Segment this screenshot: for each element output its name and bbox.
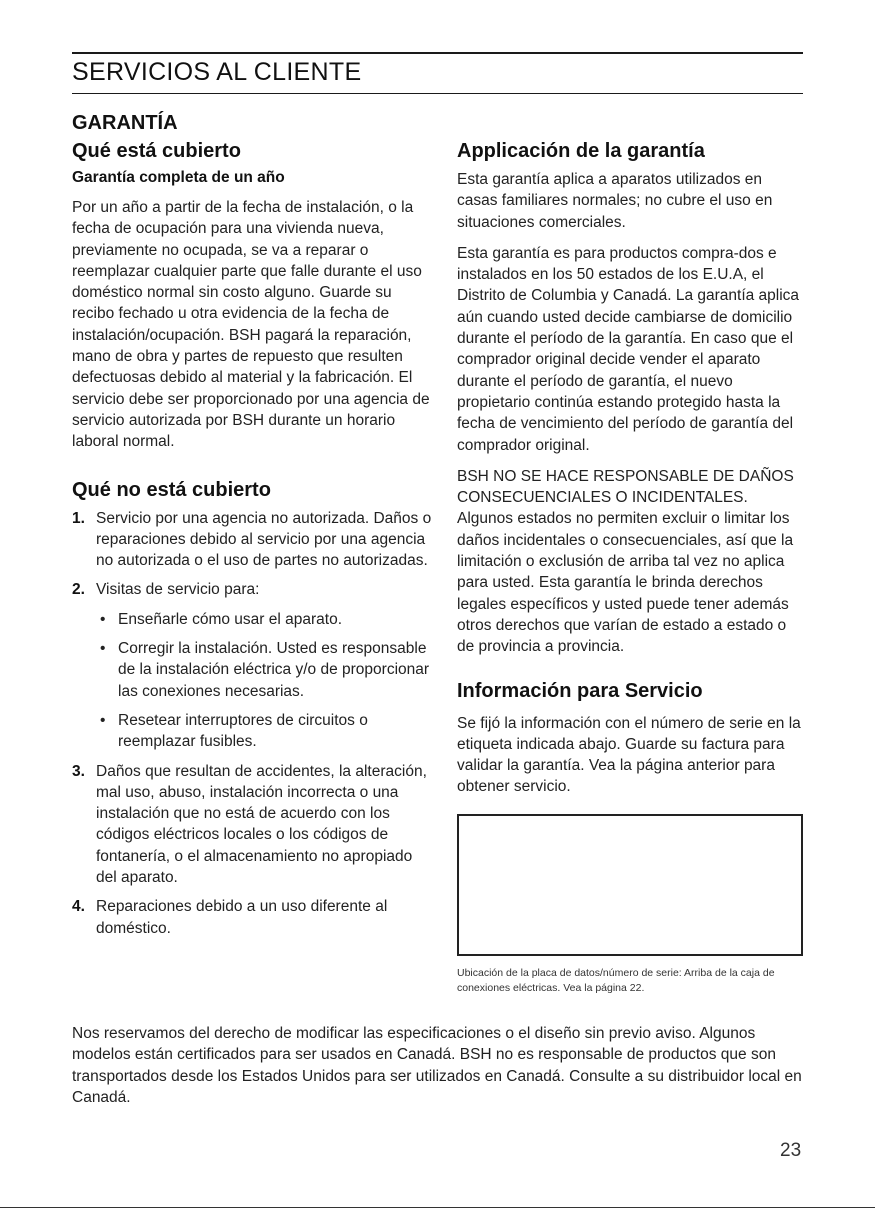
bullet-icon: • [100, 711, 106, 729]
sub-item-text: Corregir la instalación. Usted es responsable de la instalación eléctrica y/o de proporcionar las conexiones necesarias. [118, 640, 430, 700]
item-number: 2. [72, 581, 85, 599]
not-covered-list [72, 508, 432, 939]
item-text: Reparaciones debido a un uso diferente al doméstico. [96, 898, 388, 937]
list-item [72, 761, 432, 889]
covered-subheading: Garantía completa de un año [72, 169, 285, 186]
service-visits-list [96, 609, 432, 753]
application-paragraph-3: BSH NO SE HACE RESPONSABLE DE DAÑOS CONSECUENCIALES O INCIDENTALES. Algunos estados no permiten excluir o limitar los daños incidentales o consecuenciales, así que la limitación o exclusión de arriba tal vez no aplica para usted. Esta garantía le brinda derechos legales específicos y usted puede tener además otros derechos que varían de estado a estado o de provincia a provincia. [457, 467, 794, 656]
bullet-icon: • [100, 640, 106, 658]
title-underline [72, 93, 803, 94]
item-text: Servicio por una agencia no autorizada. Daños o reparaciones debido al servicio por una agencia no autorizada o el uso de partes no autorizadas. [96, 509, 432, 570]
not-covered-heading: Qué no está cubierto [72, 478, 271, 501]
serial-label-box [457, 814, 803, 956]
top-rule [72, 52, 803, 54]
item-text: Visitas de servicio para: [96, 581, 260, 599]
item-text: Daños que resultan de accidentes, la alteración, mal uso, abuso, instalación incorrecta o una instalación que no está de acuerdo con los códigos eléctricos locales o los códigos de fontanería, o el almacenamiento no apropiado del aparato. [96, 762, 427, 887]
page-number: 23 [780, 1140, 802, 1161]
list-item [72, 579, 432, 752]
covered-text: Por un año a partir de la fecha de instalación, o la fecha de ocupación para una vivienda nueva, previamente no ocupada, se va a reparar o reemplazar cualquier parte que falle durante el uso doméstico normal sin costo alguno. Guarde su recibo fechado u otra evidencia de la fecha de instalación/ocupación. BSH pagará la reparación, mano de obra y partes de repuesto que resulten defectuosas debido al material y la fabricación. El servicio debe ser proporcionado por una agencia de servicio autorizada por BSH durante un horario laboral normal. [72, 199, 430, 451]
list-item [72, 508, 432, 572]
section-title: SERVICIOS AL CLIENTE [72, 58, 362, 86]
item-number: 4. [72, 898, 85, 916]
application-heading: Applicación de la garantía [457, 140, 705, 162]
bottom-edge-rule [0, 1207, 875, 1208]
service-info-heading: Información para Servicio [457, 679, 703, 702]
application-paragraph-2: Esta garantía es para productos compra-dos e instalados en los 50 estados de los E.U.A, el Distrito de Columbia y Canadá. La garantía aplica aún cuando usted decide cambiarse de domicilio durante el período de la garantía. En caso que el comprador original decide vender el aparato durante el período de garantía, el nuevo propietario continúa estando protegido hasta la fecha de vencimiento del período de garantía del comprador original. [457, 244, 800, 454]
list-item [72, 896, 432, 939]
sub-item-text: Resetear interruptores de circuitos o reemplazar fusibles. [118, 711, 368, 751]
service-info-text: Se fijó la información con el número de serie en la etiqueta indicada abajo. Guarde su factura para validar la garantía. Vea la página anterior para obtener servicio. [457, 714, 801, 796]
item-number: 1. [72, 509, 85, 527]
sub-list-item [96, 638, 432, 702]
sub-list-item [96, 710, 432, 753]
item-number: 3. [72, 762, 85, 780]
right-column [457, 140, 805, 996]
footer-notice: Nos reservamos del derecho de modificar las especificaciones o el diseño sin previo aviso. Algunos modelos están certificados para ser usados en Canadá. BSH no es responsable de productos que son transportados desde los Estados Unidos para ser utilizados en Canadá. Consulte a su distribuidor local en Canadá. [72, 1025, 802, 1106]
sub-item-text: Enseñarle cómo usar el aparato. [118, 610, 343, 628]
left-column [72, 140, 432, 947]
sub-list-item [96, 609, 432, 630]
warranty-title: GARANTÍA [72, 112, 178, 134]
covered-heading: Qué está cubierto [72, 140, 241, 162]
application-paragraph-1: Esta garantía aplica a aparatos utilizados en casas familiares normales; no cubre el uso en situaciones comerciales. [457, 171, 773, 231]
bullet-icon: • [100, 610, 106, 628]
label-caption: Ubicación de la placa de datos/número de serie: Arriba de la caja de conexiones eléctricas. Vea la página 22. [457, 966, 775, 994]
